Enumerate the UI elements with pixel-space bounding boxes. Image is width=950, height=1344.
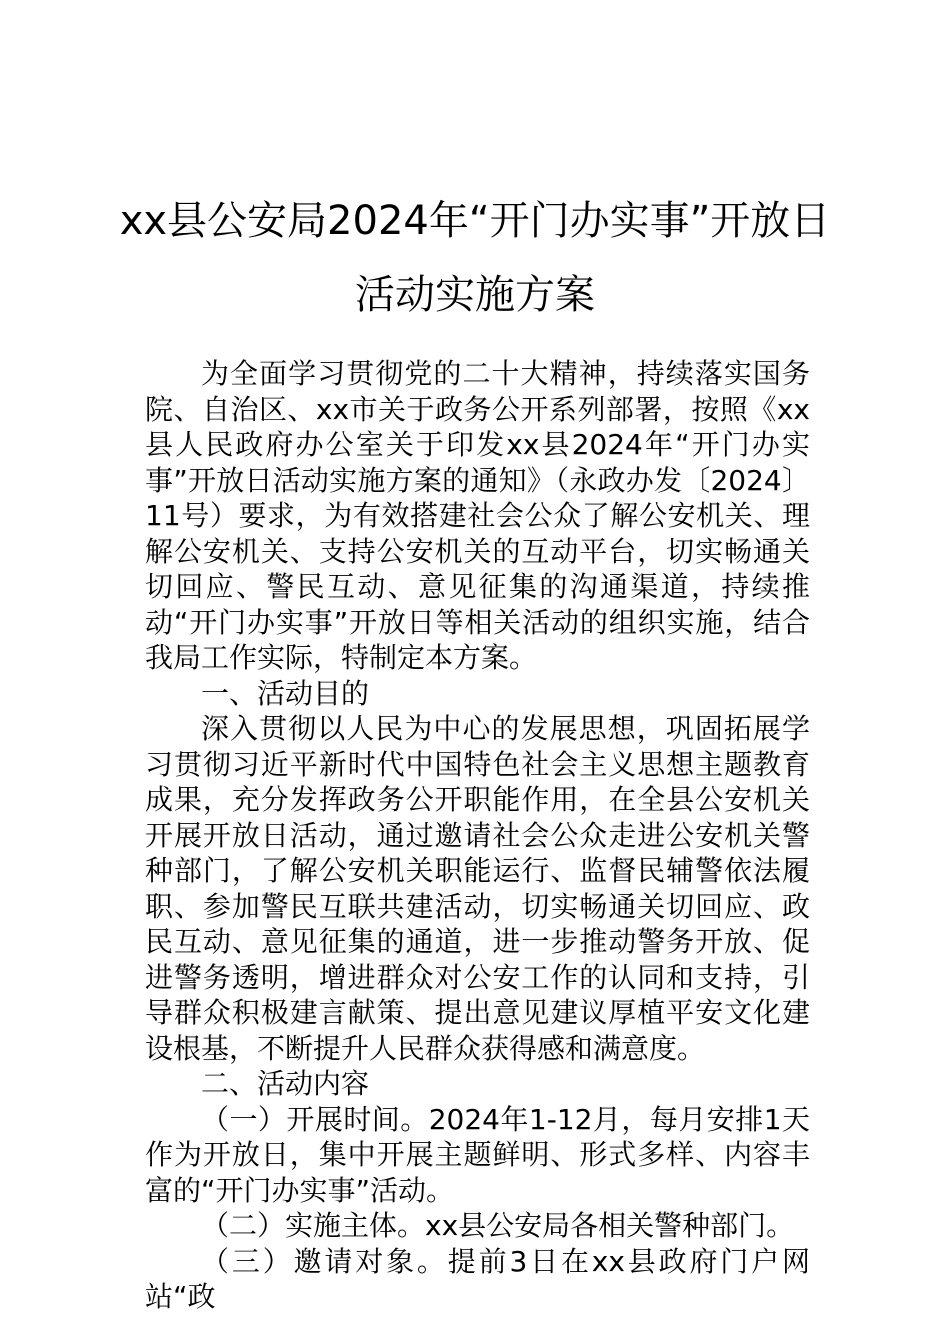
document-title-line-1: xx县公安局2024年“开门办实事”开放日 (119, 198, 831, 244)
document-title-line-2: 活动实施方案 (355, 272, 595, 318)
content-item-invitees: （三）邀请对象。提前3日在xx县政府门户网站“政 (145, 1244, 810, 1313)
intro-paragraph: 为全面学习贯彻党的二十大精神，持续落实国务院、自治区、xx市关于政务公开系列部署，按照《xx县人民政府办公室关于印发xx县2024年“开门办实事”开放日活动实施方案的通知》（永政办发〔2024〕11号）要求，为有效搭建社会公众了解公安机关、理解公安机关、支持公安机关的互动平台，切实畅通关切回应、警民互动、意见征集的沟通渠道，持续推动“开门办实事”开放日等相关活动的组织实施，结合我局工作实际，特制定本方案。 (145, 357, 810, 674)
section-heading-content: 二、活动内容 (201, 1067, 370, 1100)
section-heading-purpose: 一、活动目的 (201, 676, 370, 710)
content-item-time: （一）开展时间。2024年1-12月，每月安排1天作为开放日，集中开展主题鲜明、形式多样、内容丰富的“开门办实事”活动。 (145, 1102, 810, 1207)
content-item-subject: （二）实施主体。xx县公安局各相关警种部门。 (201, 1209, 795, 1242)
purpose-paragraph: 深入贯彻以人民为中心的发展思想，巩固拓展学习贯彻习近平新时代中国特色社会主义思想主题教育成果，充分发挥政务公开职能作用，在全县公安机关开展开放日活动，通过邀请社会公众走进公安机关警种部门，了解公安机关职能运行、监督民辅警依法履职、参加警民互联共建活动，切实畅通关切回应、政民互动、意见征集的通道，进一步推动警务开放、促进警务透明，增进群众对公安工作的认同和支持，引导群众积极建言献策、提出意见建议厚植平安文化建设根基，不断提升人民群众获得感和满意度。 (145, 712, 810, 1065)
document-body (145, 356, 810, 1315)
